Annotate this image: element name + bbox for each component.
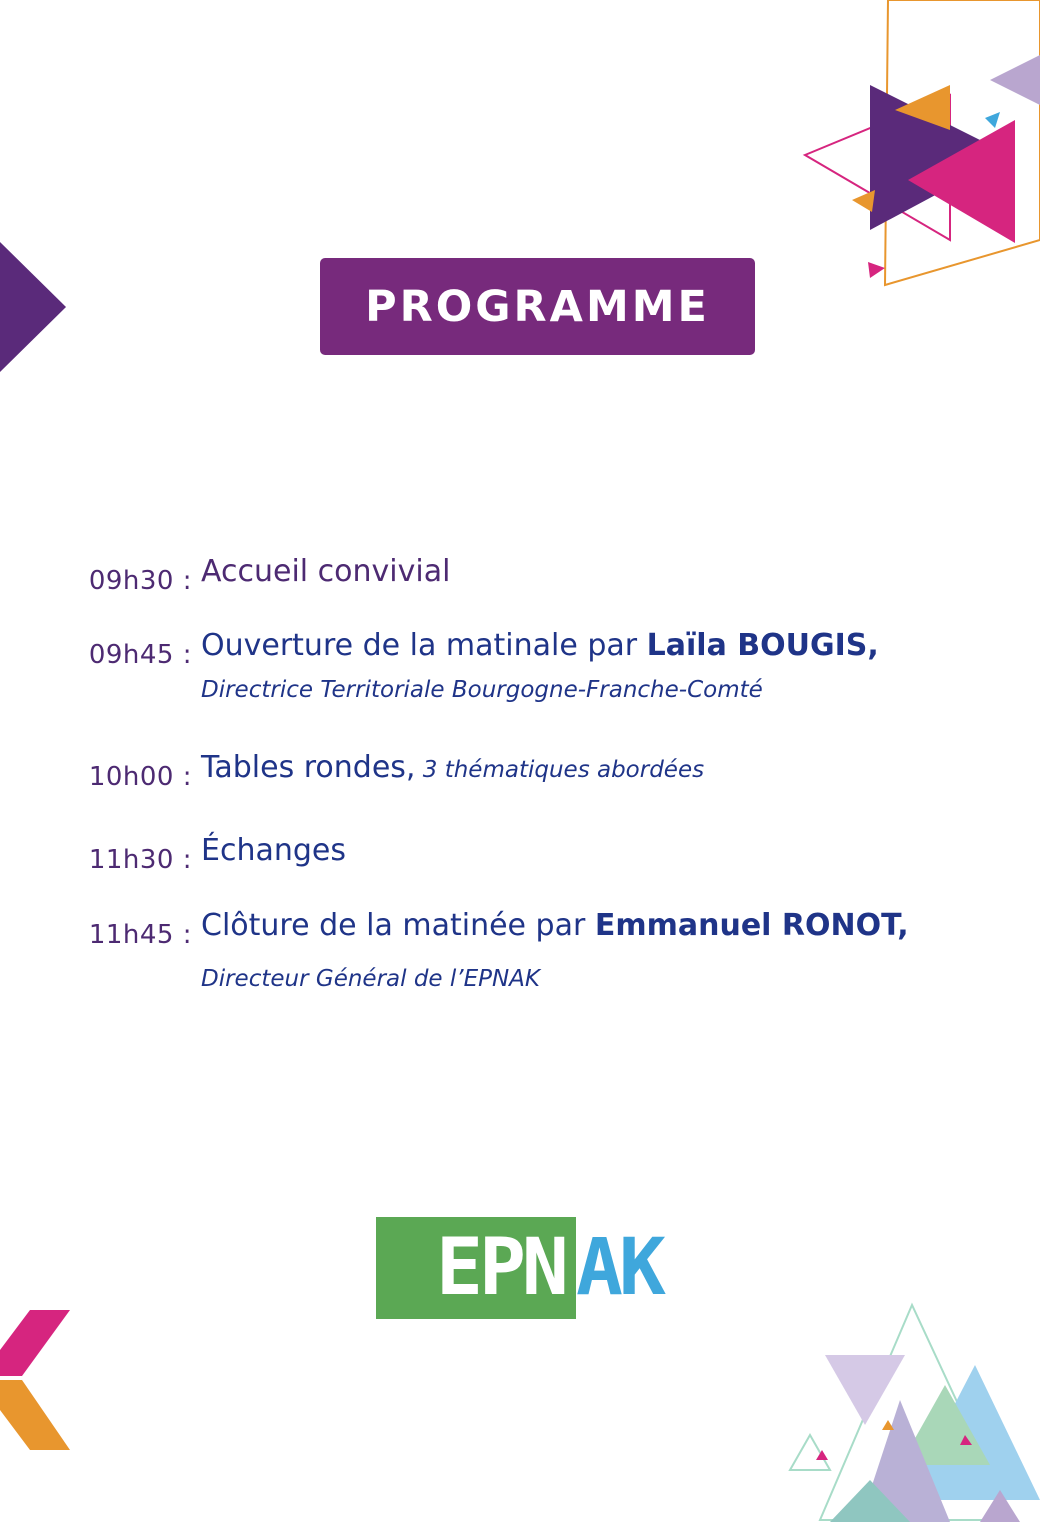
schedule-time: 11h45 : xyxy=(88,920,192,950)
schedule-time: 09h30 : xyxy=(88,566,192,596)
epnak-logo xyxy=(376,1217,706,1319)
schedule-role: Directeur Général de l’EPNAK xyxy=(201,966,541,992)
schedule-text-main: Ouverture de la matinale par xyxy=(201,628,647,663)
logo-text-epn: EPN xyxy=(436,1223,565,1313)
programme-title-box xyxy=(320,258,755,355)
schedule-text-main: Tables rondes, xyxy=(201,750,416,785)
schedule-time: 10h00 : xyxy=(88,762,192,792)
schedule-speaker: Laïla BOUGIS, xyxy=(646,628,879,663)
schedule-text xyxy=(201,554,450,589)
schedule-text xyxy=(201,750,704,785)
schedule-note: 3 thématiques abordées xyxy=(415,757,705,783)
schedule-text xyxy=(201,908,909,943)
schedule-text-main: Accueil convivial xyxy=(201,554,451,589)
bottom-right-triangles-decoration xyxy=(780,1300,1040,1522)
schedule-role: Directrice Territoriale Bourgogne-Franche-Comté xyxy=(201,677,763,703)
schedule-speaker: Emmanuel RONOT, xyxy=(594,908,909,943)
schedule-time: 09h45 : xyxy=(88,640,192,670)
schedule-text xyxy=(201,628,879,663)
page-title: PROGRAMME xyxy=(365,281,710,332)
schedule-time: 11h30 : xyxy=(88,845,192,875)
schedule-text-main: Échanges xyxy=(201,833,346,868)
top-right-triangles-decoration xyxy=(800,0,1040,300)
bottom-left-chevron-decoration xyxy=(0,1310,72,1452)
schedule-text-main: Clôture de la matinée par xyxy=(201,908,595,943)
schedule-text xyxy=(201,833,346,868)
left-purple-arrow-decoration xyxy=(0,242,70,372)
logo-text-ak: AK xyxy=(576,1223,662,1313)
